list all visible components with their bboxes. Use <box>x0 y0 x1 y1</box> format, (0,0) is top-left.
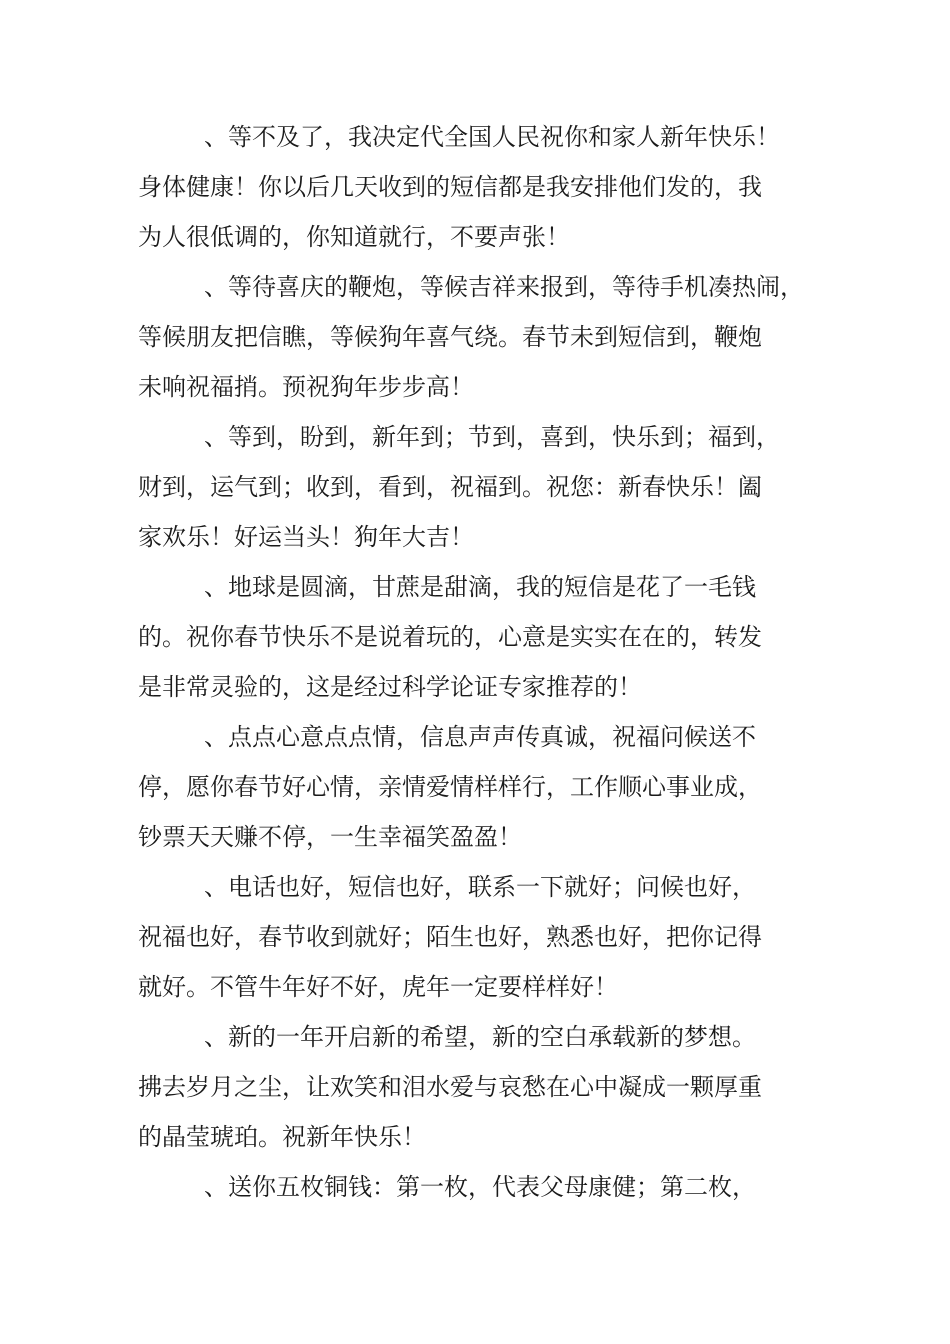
paragraph-line: 祝福也好，春节收到就好；陌生也好，熟悉也好，把你记得 <box>138 923 762 951</box>
paragraph-line: 的。祝你春节快乐不是说着玩的，心意是实实在在的，转发 <box>138 623 762 651</box>
paragraph-8 <box>138 1162 838 1212</box>
paragraph-line: 的晶莹琥珀。祝新年快乐！ <box>138 1123 426 1151</box>
paragraph-line: 就好。不管牛年好不好，虎年一定要样样好！ <box>138 973 618 1001</box>
paragraph-2 <box>138 262 838 412</box>
paragraph-line: 、电话也好，短信也好，联系一下就好；问候也好， <box>204 873 756 901</box>
paragraph-line: 身体健康！你以后几天收到的短信都是我安排他们发的，我 <box>138 173 762 201</box>
paragraph-line: 财到，运气到；收到，看到，祝福到。祝您：新春快乐！阖 <box>138 473 762 501</box>
paragraph-line: 钞票天天赚不停，一生幸福笑盈盈！ <box>138 823 522 851</box>
paragraph-line: 未响祝福捎。预祝狗年步步高！ <box>138 373 474 401</box>
paragraph-1 <box>138 112 838 262</box>
paragraph-6 <box>138 862 838 1012</box>
paragraph-line: 、等待喜庆的鞭炮，等候吉祥来报到，等待手机凑热闹， <box>204 273 804 301</box>
paragraph-line: 、点点心意点点情，信息声声传真诚，祝福问候送不 <box>204 723 756 751</box>
paragraph-line: 、等不及了，我决定代全国人民祝你和家人新年快乐！ <box>204 123 780 151</box>
paragraph-5 <box>138 712 838 862</box>
paragraph-line: 、送你五枚铜钱：第一枚，代表父母康健；第二枚， <box>204 1173 756 1201</box>
paragraph-7 <box>138 1012 838 1162</box>
paragraph-line: 、新的一年开启新的希望，新的空白承载新的梦想。 <box>204 1023 756 1051</box>
paragraph-line: 等候朋友把信瞧，等候狗年喜气绕。春节未到短信到，鞭炮 <box>138 323 762 351</box>
paragraph-4 <box>138 562 838 712</box>
document-body <box>138 112 838 1212</box>
paragraph-line: 是非常灵验的，这是经过科学论证专家推荐的！ <box>138 673 642 701</box>
paragraph-line: 停，愿你春节好心情，亲情爱情样样行，工作顺心事业成， <box>138 773 762 801</box>
paragraph-line: 、等到，盼到，新年到；节到，喜到，快乐到；福到， <box>204 423 780 451</box>
paragraph-line: 、地球是圆滴，甘蔗是甜滴，我的短信是花了一毛钱 <box>204 573 756 601</box>
paragraph-line: 为人很低调的，你知道就行，不要声张！ <box>138 223 570 251</box>
paragraph-line: 拂去岁月之尘，让欢笑和泪水爱与哀愁在心中凝成一颗厚重 <box>138 1073 762 1101</box>
paragraph-line: 家欢乐！好运当头！狗年大吉！ <box>138 523 474 551</box>
paragraph-3 <box>138 412 838 562</box>
